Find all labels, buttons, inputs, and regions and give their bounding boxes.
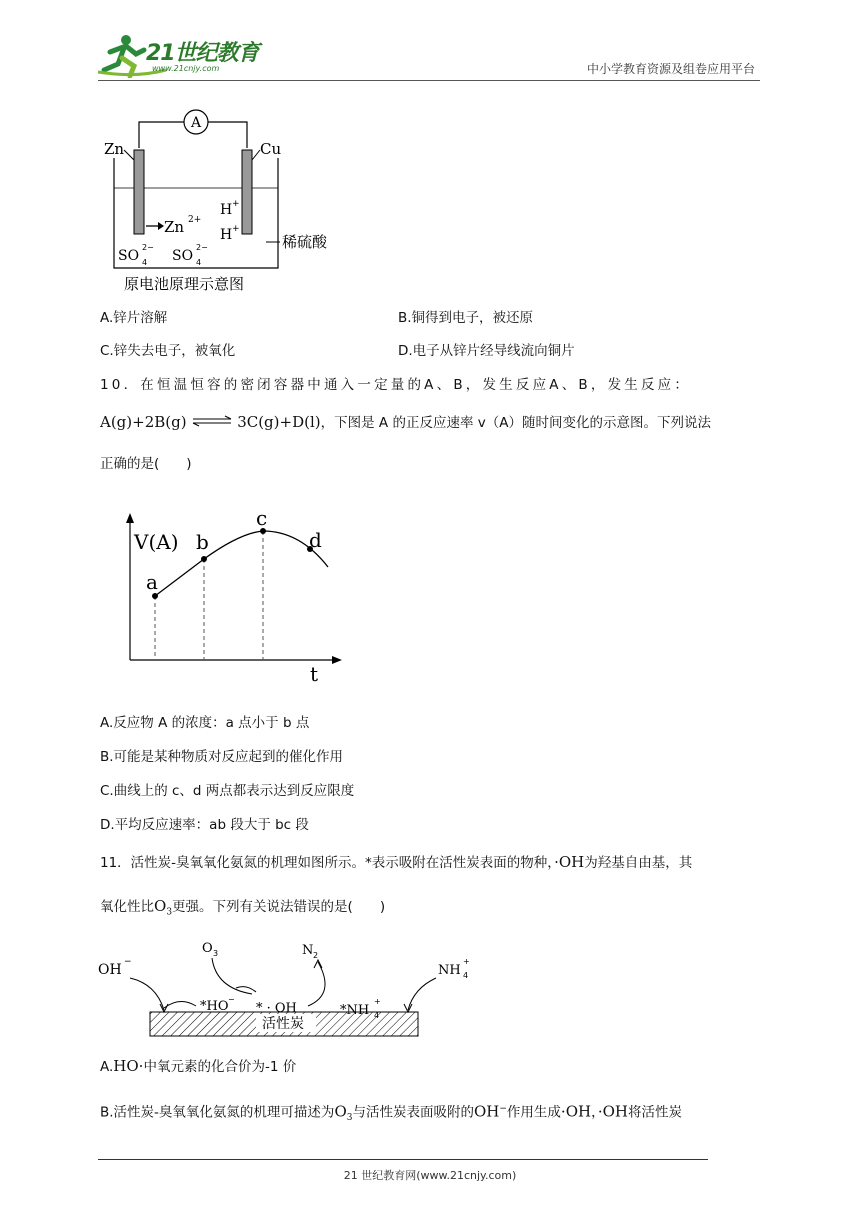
q11-option-b-radical2: ·OH (597, 1102, 628, 1121)
svg-text:SO: SO (172, 248, 194, 264)
rate-time-graph (120, 505, 360, 690)
point-b (201, 556, 207, 562)
q11-stem2-part-b: 更强。下列有关说法错误的是( ) (172, 899, 386, 915)
svg-text:+: + (232, 224, 240, 234)
q11-option-b-prefix: B.活性炭-臭氧氧化氨氮的机理可描述为 (100, 1104, 335, 1121)
q9-option-d: D.电子从锌片经导线流向铜片 (398, 343, 575, 359)
svg-text:t: t (310, 662, 319, 686)
svg-text:4: 4 (374, 1011, 380, 1020)
q11-option-b-end: 将活性炭 (627, 1104, 682, 1121)
svg-text:SO: SO (118, 248, 140, 264)
q11-stem2-part-a: 氧化性比 (100, 899, 154, 915)
q10-option-a: A.反应物 A 的浓度：a 点小于 b 点 (100, 715, 310, 731)
svg-text:2: 2 (313, 951, 319, 960)
svg-text:−: − (228, 995, 235, 1004)
q11-option-a-text: 中氧元素的化合价为-1 价 (143, 1059, 297, 1075)
q10-stem-line2 (100, 412, 711, 433)
equilibrium-arrow-icon (191, 413, 233, 433)
q11-option-a (100, 1056, 296, 1077)
svg-text:NH: NH (438, 963, 461, 978)
q11-stem-line2 (100, 896, 385, 923)
galvanic-cell-diagram (100, 108, 360, 294)
q11-stem-line1 (100, 852, 692, 873)
svg-text:d: d (309, 528, 322, 552)
svg-text:Zn: Zn (104, 140, 125, 158)
ozone-mechanism-diagram (96, 932, 476, 1046)
svg-text:* · OH: * · OH (256, 1001, 297, 1016)
svg-text:4: 4 (142, 258, 148, 267)
q11-o3: O (154, 897, 167, 915)
q10-option-d: D.平均反应速率：ab 段大于 bc 段 (100, 817, 309, 833)
q11-option-b-o3: O (334, 1102, 347, 1121)
q10-stem-line3: 正确的是( ) (100, 456, 192, 472)
q9-option-c: C.锌失去电子，被氧化 (100, 343, 236, 359)
svg-text:H: H (220, 202, 233, 218)
svg-text:−: − (124, 957, 132, 967)
q10-option-b: B.可能是某种物质对反应起到的催化作用 (100, 749, 344, 765)
q10-equation-left: A(g)+2B(g) (100, 413, 187, 431)
svg-text:O: O (202, 941, 213, 956)
svg-text:a: a (146, 570, 158, 594)
footer-divider (98, 1159, 708, 1160)
q10-stem-rest: ，下图是 A 的正反应速率 v（A）随时间变化的示意图。下列说法 (320, 415, 711, 431)
svg-text:OH: OH (98, 962, 122, 978)
svg-text:2−: 2− (142, 243, 154, 252)
logo-title: 21世纪教育 (146, 41, 259, 66)
q11-o3-sub: 3 (166, 907, 173, 918)
q11-option-b-radical: ·OH (560, 1102, 592, 1121)
q10-option-c: C.曲线上的 c、d 两点都表示达到反应限度 (100, 783, 355, 799)
q10-equation-right: 3C(g)+D(l) (237, 413, 321, 431)
svg-text:V(A): V(A) (134, 530, 179, 554)
svg-text:*HO: *HO (200, 999, 229, 1014)
q11-option-b-mid: 与活性炭表面吸附的 (352, 1104, 474, 1121)
q11-stem-part-b: 为羟基自由基，其 (584, 855, 693, 871)
q10-stem-line1: 10．在恒温恒容的密闭容器中通入一定量的A、B，发生反应A、B，发生反应： (100, 377, 692, 393)
svg-text:+: + (374, 997, 381, 1006)
q11-stem-part-a: 11．活性炭-臭氧氧化氨氮的机理如图所示。*表示吸附在活性炭表面的物种， (100, 855, 555, 871)
q11-option-b-comma: ， (591, 1104, 598, 1121)
svg-text:4: 4 (196, 258, 202, 267)
logo-url: www.21cnjy.com (152, 64, 220, 73)
svg-text:+: + (463, 957, 470, 966)
header-platform-text: 中小学教育资源及组卷应用平台 (586, 62, 755, 76)
svg-text:3: 3 (213, 949, 219, 958)
q11-option-a-ho: HO· (113, 1057, 144, 1075)
svg-text:*NH: *NH (340, 1003, 370, 1018)
q11-option-a-prefix: A. (100, 1059, 114, 1075)
svg-text:原电池原理示意图: 原电池原理示意图 (124, 275, 245, 293)
q11-oh-radical: ·OH (554, 853, 585, 871)
svg-text:A: A (190, 115, 202, 131)
q9-option-b: B.铜得到电子，被还原 (398, 310, 534, 326)
svg-text:活性炭: 活性炭 (262, 1016, 304, 1032)
q11-option-b-mid2: 作用生成 (506, 1104, 561, 1121)
svg-text:Zn: Zn (164, 218, 185, 236)
q11-option-b-oh-charge: − (499, 1104, 507, 1114)
site-logo (96, 32, 266, 78)
svg-text:4: 4 (463, 971, 469, 980)
svg-text:Cu: Cu (260, 140, 282, 158)
q11-option-b-oh: OH (473, 1102, 500, 1121)
svg-text:N: N (302, 943, 314, 958)
q9-option-a: A.锌片溶解 (100, 310, 168, 326)
svg-text:稀硫酸: 稀硫酸 (282, 233, 328, 251)
svg-text:H: H (220, 227, 233, 243)
q11-option-b (100, 1099, 682, 1128)
svg-text:c: c (256, 506, 268, 530)
svg-text:2+: 2+ (188, 215, 202, 225)
svg-text:2−: 2− (196, 243, 208, 252)
svg-text:b: b (196, 530, 209, 554)
q11-option-b-o3-sub: 3 (346, 1113, 353, 1124)
footer-text: 21 世纪教育网(www.21cnjy.com) (343, 1169, 517, 1182)
svg-text:+: + (232, 199, 240, 209)
header-divider (98, 80, 760, 81)
